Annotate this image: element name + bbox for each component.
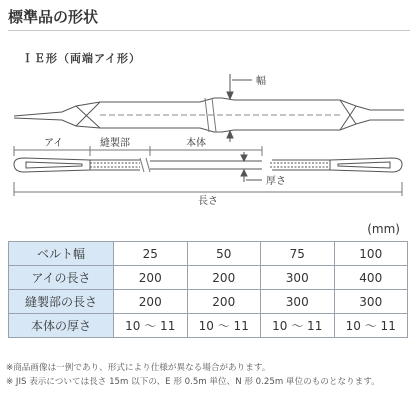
- table-row: [9, 314, 408, 338]
- table-header-row: [9, 242, 408, 266]
- table-cell: 300: [334, 290, 408, 314]
- thickness-dimension: [241, 152, 262, 182]
- table-cell: 10 〜 11: [334, 314, 408, 338]
- table-row: [9, 290, 408, 314]
- unit-label: (mm): [367, 222, 400, 236]
- table-cell: 400: [334, 266, 408, 290]
- footnote: ※商品画像は一例であり、形式により仕様が異なる場合があります。: [6, 363, 271, 373]
- table-cell: 200: [114, 290, 188, 314]
- footnotes: [6, 361, 380, 389]
- row-label: アイの長さ: [9, 266, 114, 290]
- sewn-section-stitching: [90, 163, 330, 167]
- table-cell: 10 〜 11: [261, 314, 335, 338]
- table-cell: 300: [261, 290, 335, 314]
- header-cell: 25: [114, 242, 188, 266]
- width-dimension: [227, 74, 252, 142]
- spec-table: [8, 241, 408, 338]
- table-cell: 300: [261, 266, 335, 290]
- row-label: 本体の厚さ: [9, 314, 114, 338]
- width-label: 幅: [256, 76, 266, 87]
- row-label: 縫製部の長さ: [9, 290, 114, 314]
- side-view-drawing: [14, 158, 402, 172]
- page-title: 標準品の形状: [8, 8, 99, 26]
- table-row: [9, 266, 408, 290]
- table-cell: 10 〜 11: [187, 314, 261, 338]
- section-subtitle: ＩＥ形（両端アイ形）: [22, 52, 142, 65]
- footnote: ※ JIS 表示については長さ 15m 以下の、E 形 0.5m 単位、N 形 0.25m 単位のものとなります。: [6, 377, 380, 387]
- table-cell: 200: [114, 266, 188, 290]
- body-label: 本体: [186, 138, 206, 149]
- header-cell: 100: [334, 242, 408, 266]
- title-divider: [8, 30, 410, 31]
- sewn-label: 縫製部: [100, 138, 130, 149]
- sling-diagram: [0, 70, 416, 210]
- top-view-drawing: [14, 98, 404, 132]
- length-label: 長さ: [198, 196, 218, 207]
- header-cell: ベルト幅: [9, 242, 114, 266]
- table-cell: 200: [187, 266, 261, 290]
- table-cell: 10 〜 11: [114, 314, 188, 338]
- table-cell: 200: [187, 290, 261, 314]
- header-cell: 50: [187, 242, 261, 266]
- eye-label: アイ: [44, 138, 64, 149]
- thickness-label: 厚さ: [266, 176, 286, 187]
- header-cell: 75: [261, 242, 335, 266]
